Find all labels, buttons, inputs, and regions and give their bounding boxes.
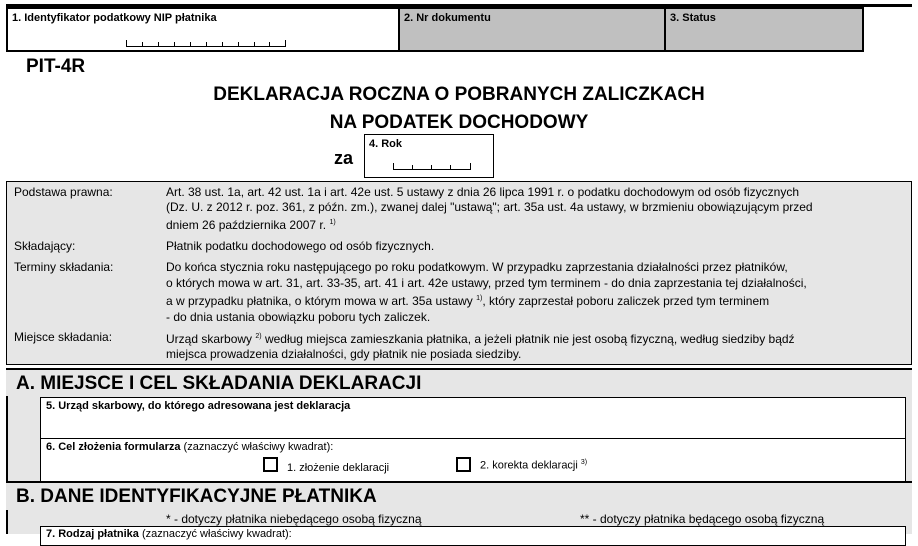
status-field [664,7,864,52]
form-title-line2: NA PODATEK DOCHODOWY [329,112,589,133]
filer-text: Płatnik podatku dochodowego od osób fizycznych. [166,239,435,253]
nip-digit-ticks [126,40,286,47]
payer-type-label: 7. Rodzaj płatnika (zaznaczyć właściwy kwadrat): [46,528,292,540]
nip-field[interactable] [6,7,400,52]
place-text: Urząd skarbowy $^{2)}$ według miejsca zamieszkania płatnika, a jeżeli płatnik nie jest osobą fizyczną, według siedziby bądź miejsca prowadzenia działalności, gdy płatnik nie posiada siedziby. [166,332,795,361]
correction-option-label: 2. korekta deklaracji $^{3)}$ [480,459,588,472]
legal-person-note: * - dotyczy płatnika niebędącego osobą fizyczną [166,512,422,526]
deadline-text: Do końca stycznia roku następującego po roku podatkowym. W przypadku zaprzestania działalności przez płatników, o których mowa w art. 31, art. 33-35, art. 41 i art. 42e ustawy, przed tym terminem - do dnia zaprzestania tej działalności, a w przypadku płatnika, o którym mowa w art. 35a ustawy $^{1)}$, który zaprzestał poboru zaliczek przed tym terminem - do dnia ustania obowiązku poboru tych zaliczek. [166,260,807,324]
legal-info-block [6,181,912,365]
section-a-right-margin [906,396,912,482]
za-label: za [334,148,354,168]
section-a-title: A. MIEJSCE I CEL SKŁADANIA DEKLARACJI [16,373,422,394]
purpose-label: 6. Cel złożenia formularza (zaznaczyć właściwy kwadrat): [46,441,334,453]
form-code: PIT-4R [26,56,86,77]
submission-option-label: 1. złożenie deklaracji [287,462,390,474]
section-b-margin [6,510,10,534]
year-label: 4. Rok [369,138,403,150]
place-label: Miejsce składania: [14,330,113,344]
filer-label: Składający: [14,239,76,253]
submission-checkbox[interactable] [263,457,278,472]
deadline-label: Terminy składania: [14,260,114,274]
legal-basis-text: Art. 38 ust. 1a, art. 42 ust. 1a i art. 42e ust. 5 ustawy z dnia 26 lipca 1991 r. o podatku dochodowym od osób fizycznych (Dz. U. z 2012 r. poz. 361, z późn. zm.), zwanej dalej "ustawą"; art. 35a ust. 4a ustawy, w brzmieniu obowiązującym przed dniem 26 października 2007 r. $^{1)}$ [166,185,813,232]
form-title-line1: DEKLARACJA ROCZNA O POBRANYCH ZALICZKACH [213,84,705,105]
tax-office-field[interactable] [40,397,906,439]
section-a-header [6,368,912,398]
natural-person-note: ** - dotyczy płatnika będącego osobą fizyczną [580,512,825,526]
year-digit-ticks [393,163,471,170]
section-a-margin [6,396,42,482]
legal-basis-label: Podstawa prawna: [14,185,113,199]
doc-number-field [398,7,666,52]
purpose-field [40,438,906,482]
status-label: 3. Status [670,12,716,24]
section-b-title: B. DANE IDENTYFIKACYJNE PŁATNIKA [16,486,377,507]
nip-label: 1. Identyfikator podatkowy NIP płatnika [12,12,217,24]
year-field[interactable] [364,134,494,178]
payer-type-field [40,526,906,546]
doc-number-label: 2. Nr dokumentu [404,12,491,24]
correction-checkbox[interactable] [456,457,471,472]
tax-office-label: 5. Urząd skarbowy, do którego adresowana jest deklaracja [46,400,351,412]
